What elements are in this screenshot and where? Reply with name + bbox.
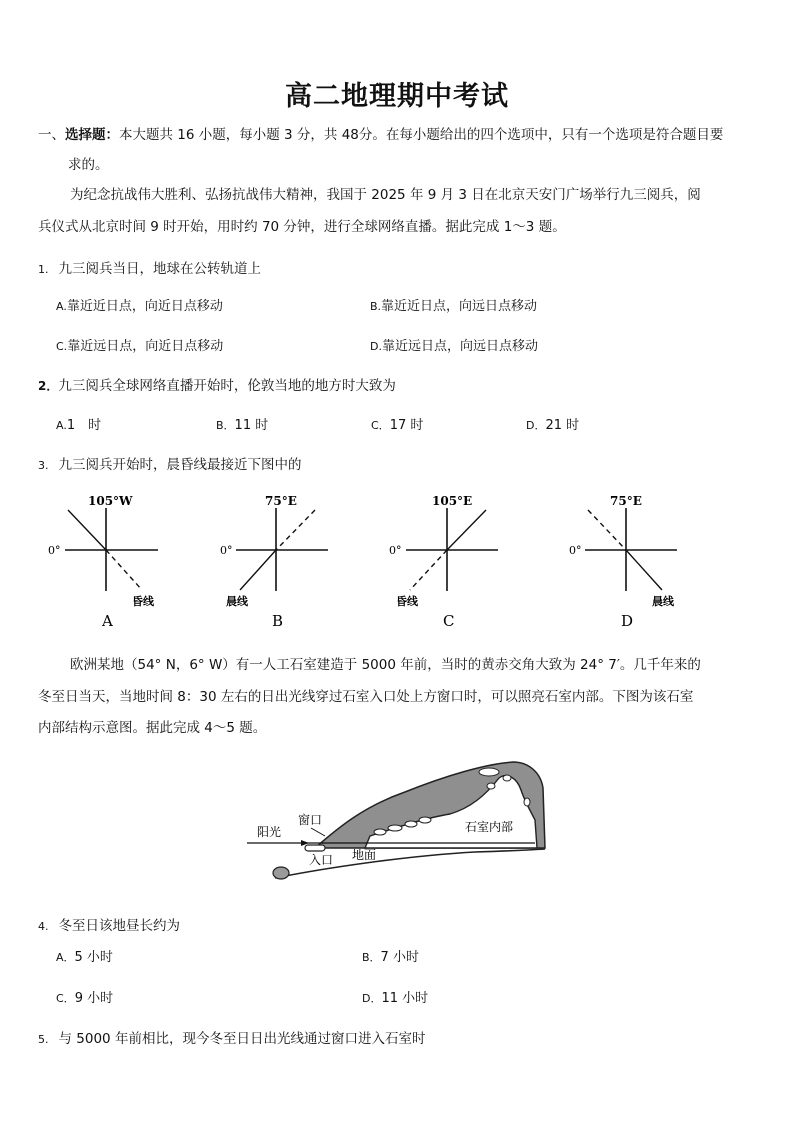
passage2-line2: 冬至日当天，当地时间 8：30 左右的日出光线穿过石室入口处上方窗口时，可以照亮石室内部。下图为该石室 <box>38 689 694 705</box>
q1-option-c: C.靠近远日点，向近日点移动 <box>56 339 224 354</box>
question-3 <box>38 453 302 473</box>
label-interior: 石室内部 <box>465 820 514 834</box>
section-header <box>38 123 723 143</box>
diagram-c-letter: C <box>443 612 455 630</box>
question-3-number: 3. <box>38 459 49 472</box>
passage2-line3: 内部结构示意图。据此完成 4～5 题。 <box>38 720 267 736</box>
q4-option-d: D．11 小时 <box>362 991 429 1006</box>
diagram-c-dashed-line <box>410 550 447 590</box>
diagram-a <box>48 494 158 630</box>
page-title: 高二地理期中考试 <box>285 81 509 112</box>
label-entrance: 入口 <box>309 853 334 867</box>
label-sunlight: 阳光 <box>257 825 282 839</box>
diagram-a-dashed-line <box>106 550 142 590</box>
question-5 <box>38 1027 425 1047</box>
q1-option-d: D.靠近远日点，向远日点移动 <box>370 339 538 354</box>
terminator-diagrams <box>40 488 740 638</box>
q2-option-d: D．21 时 <box>526 418 580 433</box>
question-1-text: 九三阅兵当日，地球在公转轨道上 <box>58 261 261 277</box>
question-4 <box>38 914 180 934</box>
diagram-b-meridian: 75°E <box>265 494 297 508</box>
diagram-d <box>569 494 677 630</box>
q4-option-b: B．7 小时 <box>362 950 419 965</box>
entrance-stone <box>305 845 325 851</box>
passage1-line1: 为纪念抗战伟大胜利、弘扬抗战伟大精神，我国于 2025 年 9 月 3 日在北京天安门广场举行九三阅兵，阅 <box>70 187 701 203</box>
diagram-d-line-label: 晨线 <box>652 595 674 608</box>
diagram-d-meridian: 75°E <box>610 494 642 508</box>
diagram-c-meridian: 105°E <box>432 494 473 508</box>
window-pointer <box>311 828 325 836</box>
diagram-b-equator: 0° <box>220 544 233 557</box>
diagram-a-letter: A <box>102 612 113 630</box>
diagram-a-solid-line <box>68 510 106 550</box>
diagram-b-dashed-line <box>276 510 315 550</box>
diagram-d-letter: D <box>621 612 634 630</box>
passage2-line1: 欧洲某地（54° N，6° W）有一人工石室建造于 5000 年前，当时的黄赤交角大致为 24° 7′。几千年来的 <box>70 657 701 673</box>
diagram-b-solid-line <box>240 550 276 590</box>
question-5-number: 5. <box>38 1033 49 1046</box>
diagram-b-letter: B <box>272 612 284 630</box>
label-window: 窗口 <box>298 813 323 827</box>
q4-option-c: C．9 小时 <box>56 991 114 1006</box>
section-prefix: 一、 <box>38 127 65 143</box>
label-ground: 地面 <box>352 848 377 862</box>
passage1-line2: 兵仪式从北京时间 9 时开始，用时约 70 分钟，进行全球网络直播。据此完成 1～3 题。 <box>38 219 566 235</box>
section-text-1: 本大题共 16 小题，每小题 3 分，共 48分。在每小题给出的四个选项中，只有一个选项是符合题目要 <box>119 127 724 143</box>
q1-option-b: B.靠近近日点，向远日点移动 <box>370 299 538 314</box>
question-3-text: 九三阅兵开始时，晨昏线最接近下图中的 <box>58 457 302 473</box>
section-text-2: 求的。 <box>68 157 109 173</box>
q1-option-a: A.靠近近日点，向近日点移动 <box>56 299 223 314</box>
question-2-number: 2． <box>38 379 59 393</box>
question-1-number: 1. <box>38 263 49 276</box>
stone-chamber-figure <box>245 756 550 886</box>
question-1 <box>38 257 261 277</box>
left-rock <box>273 867 289 879</box>
diagram-d-dashed-line <box>588 510 626 550</box>
diagram-a-meridian: 105°W <box>88 494 133 508</box>
diagram-c-line-label: 昏线 <box>396 595 418 608</box>
question-2-text: 九三阅兵全球网络直播开始时，伦敦当地的地方时大致为 <box>58 378 396 394</box>
diagram-d-solid-line <box>626 550 662 590</box>
question-4-text: 冬至日该地昼长约为 <box>58 918 180 934</box>
q4-option-a: A．5 小时 <box>56 950 113 965</box>
diagram-b <box>220 494 328 630</box>
diagram-a-equator: 0° <box>48 544 61 557</box>
diagram-b-line-label: 晨线 <box>226 595 248 608</box>
diagram-d-equator: 0° <box>569 544 582 557</box>
diagram-c-solid-line <box>447 510 486 550</box>
diagram-a-line-label: 昏线 <box>132 595 154 608</box>
diagram-c-equator: 0° <box>389 544 402 557</box>
diagram-c <box>389 494 498 630</box>
question-5-text: 与 5000 年前相比，现今冬至日日出光线通过窗口进入石室时 <box>58 1031 426 1047</box>
q2-option-a: A.1 时 <box>56 418 102 433</box>
question-4-number: 4. <box>38 920 49 933</box>
q2-option-b: B．11 时 <box>216 418 269 433</box>
section-label: 选择题： <box>65 127 119 143</box>
question-2 <box>38 374 396 394</box>
q2-option-c: C．17 时 <box>371 418 424 433</box>
